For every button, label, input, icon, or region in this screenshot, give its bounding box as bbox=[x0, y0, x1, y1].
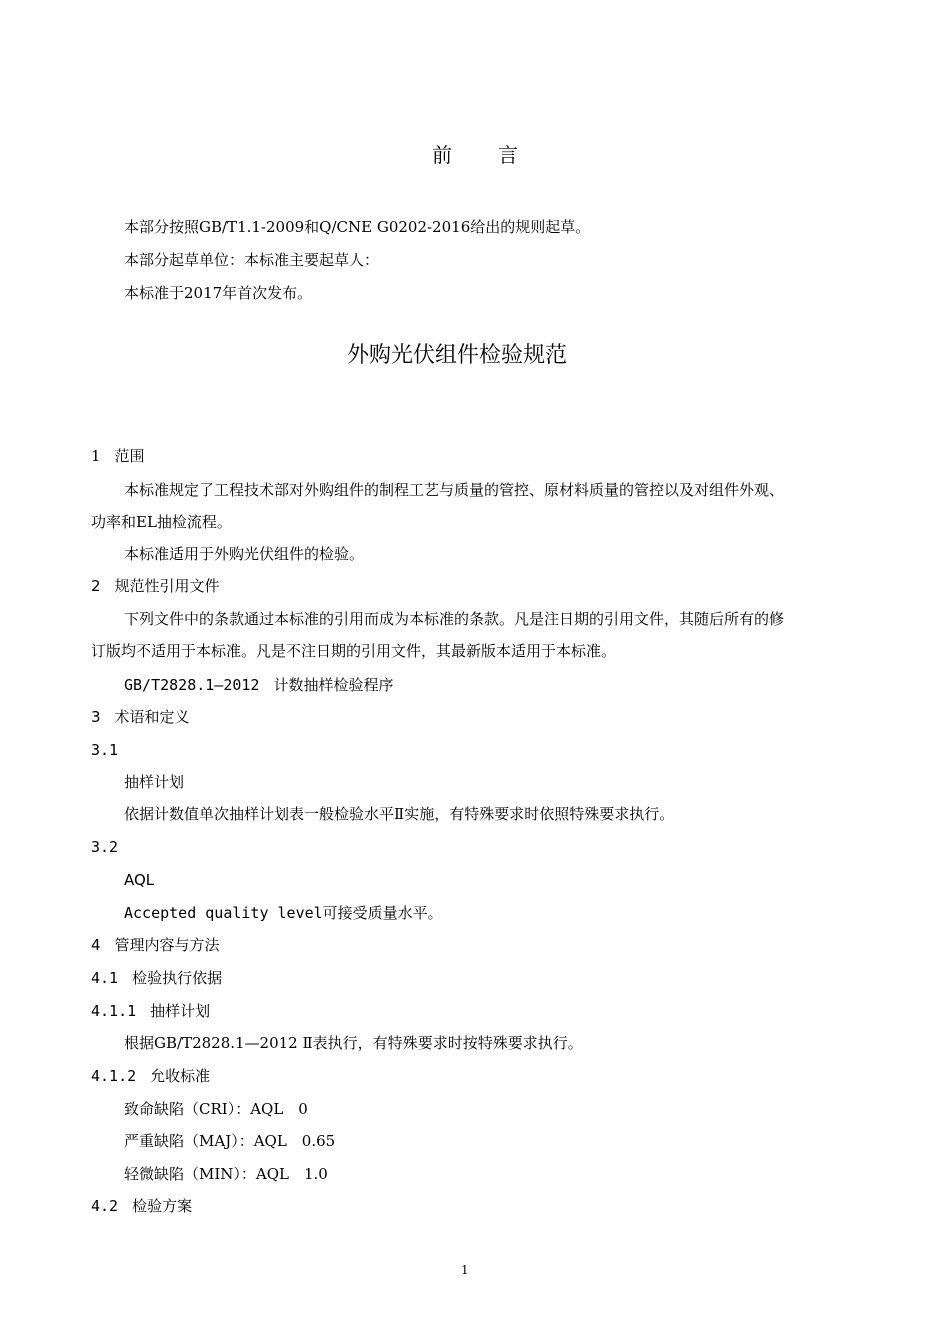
section-title: 范围 bbox=[114, 447, 145, 465]
definition-3-1-text: 依据计数值单次抽样计划表一般检验水平Ⅱ实施，有特殊要求时依照特殊要求执行。 bbox=[124, 805, 675, 823]
subsection-4-1-1-heading bbox=[91, 1001, 210, 1021]
subsection-title: 抽样计划 bbox=[150, 1002, 211, 1020]
section-3-heading bbox=[91, 707, 190, 727]
normative-reference bbox=[124, 675, 393, 695]
foreword-line-2: 本部分起草单位：本标准主要起草人： bbox=[124, 251, 380, 269]
aql-minor: 轻微缺陷（MIN）：AQL 1.0 bbox=[124, 1165, 328, 1183]
definition-3-1-number: 3.1 bbox=[91, 741, 119, 759]
reference-code: GB/T2828.1—2012 bbox=[124, 676, 260, 694]
subsection-title: 允收标准 bbox=[150, 1067, 211, 1085]
section-title: 管理内容与方法 bbox=[114, 936, 220, 954]
subsection-number: 4.1.1 bbox=[91, 1002, 137, 1020]
section-title: 术语和定义 bbox=[114, 708, 190, 726]
subsection-number: 4.1.2 bbox=[91, 1067, 137, 1085]
definition-3-2-number: 3.2 bbox=[91, 838, 119, 856]
subsection-number: 4.1 bbox=[91, 969, 119, 987]
subsection-title: 检验执行依据 bbox=[132, 969, 223, 987]
subsection-4-1-2-heading bbox=[91, 1066, 210, 1086]
subsection-title: 检验方案 bbox=[132, 1197, 193, 1215]
section-2-paragraph-line-1: 下列文件中的条款通过本标准的引用而成为本标准的条款。凡是注日期的引用文件，其随后所有的修 bbox=[124, 610, 785, 628]
section-1-paragraph-1-line-2: 功率和EL抽检流程。 bbox=[91, 513, 232, 531]
definition-3-2-text: Accepted quality level可接受质量水平。 bbox=[124, 904, 443, 922]
subsection-4-2-heading bbox=[91, 1196, 192, 1216]
page-number: 1 bbox=[461, 1263, 469, 1277]
section-title: 规范性引用文件 bbox=[114, 577, 220, 595]
foreword-line-1: 本部分按照GB/T1.1-2009和Q/CNE G0202-2016给出的规则起草。 bbox=[124, 218, 591, 236]
definition-3-1-term: 抽样计划 bbox=[124, 773, 185, 791]
section-number: 3 bbox=[91, 708, 101, 726]
document-title: 外购光伏组件检验规范 bbox=[347, 343, 568, 368]
subsection-number: 4.2 bbox=[91, 1197, 119, 1215]
section-4-heading bbox=[91, 935, 220, 955]
section-1-paragraph-1-line-1: 本标准规定了工程技术部对外购组件的制程工艺与质量的管控、原材料质量的管控以及对组件外观、 bbox=[124, 481, 785, 499]
section-number: 1 bbox=[91, 447, 101, 465]
section-number: 2 bbox=[91, 577, 101, 595]
section-2-paragraph-line-2: 订版均不适用于本标准。凡是不注日期的引用文件，其最新版本适用于本标准。 bbox=[91, 642, 617, 660]
definition-3-2-term: AQL bbox=[124, 871, 155, 889]
section-2-heading bbox=[91, 576, 220, 596]
aql-critical: 致命缺陷（CRI）：AQL 0 bbox=[124, 1100, 308, 1118]
section-number: 4 bbox=[91, 936, 101, 954]
subsection-4-1-1-text: 根据GB/T2828.1—2012 Ⅱ表执行，有特殊要求时按特殊要求执行。 bbox=[124, 1034, 583, 1052]
section-1-heading bbox=[91, 446, 145, 466]
section-1-paragraph-2: 本标准适用于外购光伏组件的检验。 bbox=[124, 545, 365, 563]
subsection-4-1-heading bbox=[91, 968, 222, 988]
aql-major: 严重缺陷（MAJ）：AQL 0.65 bbox=[124, 1132, 336, 1150]
foreword-line-3: 本标准于2017年首次发布。 bbox=[124, 284, 313, 302]
foreword-title: 前言 bbox=[432, 143, 564, 167]
reference-title: 计数抽样检验程序 bbox=[273, 676, 394, 694]
